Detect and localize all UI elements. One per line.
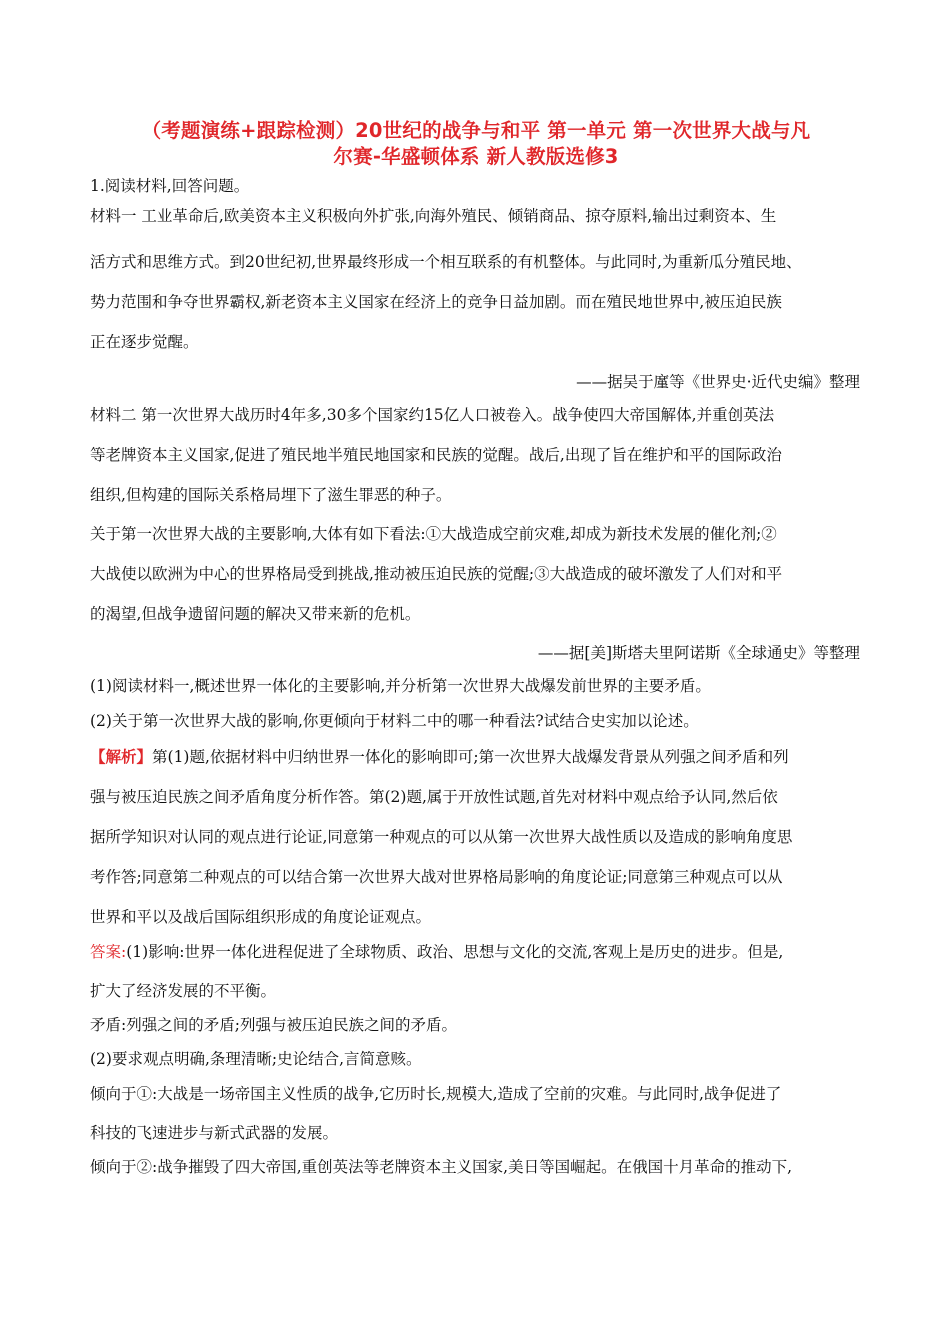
sub-question-2: (2)关于第一次世界大战的影响,你更倾向于材料二中的哪一种看法?试结合史实加以论述。 bbox=[90, 712, 699, 730]
analysis-line: 世界和平以及战后国际组织形成的角度论证观点。 bbox=[90, 908, 432, 926]
analysis-line: 考作答;同意第二种观点的可以结合第一次世界大战对世界格局影响的角度论证;同意第三种观点可以从 bbox=[90, 868, 783, 886]
analysis-label: 【解析】 bbox=[90, 747, 153, 766]
analysis-line: 强与被压迫民族之间矛盾角度分析作答。第(2)题,属于开放性试题,首先对材料中观点给予认同,然后依 bbox=[90, 788, 778, 806]
question-intro: 1.阅读材料,回答问题。 bbox=[90, 177, 250, 195]
document-page bbox=[90, 118, 862, 1178]
answer-line: (2)要求观点明确,条理清晰;史论结合,言简意赅。 bbox=[90, 1050, 422, 1068]
analysis-text: 第(1)题,依据材料中归纳世界一体化的影响即可;第一次世界大战爆发背景从列强之间矛盾和列 bbox=[152, 748, 789, 766]
material-one bbox=[90, 206, 862, 393]
analysis-line: 据所学知识对认同的观点进行论证,同意第一种观点的可以从第一次世界大战性质以及造成的影响角度思 bbox=[90, 828, 793, 846]
material-two-line: 组织,但构建的国际关系格局埋下了滋生罪恶的种子。 bbox=[90, 486, 452, 504]
answer-line: 倾向于②:战争摧毁了四大帝国,重创英法等老牌资本主义国家,美日等国崛起。在俄国十月革命的推动下, bbox=[90, 1158, 793, 1176]
analysis-line bbox=[90, 746, 862, 768]
material-one-line: 材料一 工业革命后,欧美资本主义积极向外扩张,向海外殖民、倾销商品、掠夺原料,输出过剩资本、生 bbox=[90, 207, 777, 225]
material-two bbox=[90, 405, 862, 664]
material-two-line: 等老牌资本主义国家,促进了殖民地半殖民地国家和民族的觉醒。战后,出现了旨在维护和平的国际政治 bbox=[90, 446, 782, 464]
material-two-line: 的渴望,但战争遗留问题的解决又带来新的危机。 bbox=[90, 605, 421, 623]
answer-line: 科技的飞速进步与新式武器的发展。 bbox=[90, 1124, 339, 1142]
answer-line: 倾向于①:大战是一场帝国主义性质的战争,它历时长,规模大,造成了空前的灾难。与此同时,战争促进了 bbox=[90, 1085, 782, 1103]
answer-line: 矛盾:列强之间的矛盾;列强与被压迫民族之间的矛盾。 bbox=[90, 1016, 457, 1034]
answer-line: 扩大了经济发展的不平衡。 bbox=[90, 982, 277, 1000]
answer-line bbox=[90, 942, 862, 963]
title-line-1: （考题演练+跟踪检测）20世纪的战争与和平 第一单元 第一次世界大战与凡 bbox=[141, 119, 811, 142]
answer-label: 答案: bbox=[90, 943, 127, 961]
material-one-source: ——据吴于廑等《世界史·近代史编》整理 bbox=[576, 373, 860, 391]
material-one-line: 势力范围和争夺世界霸权,新老资本主义国家在经济上的竞争日益加剧。而在殖民地世界中,被压迫民族 bbox=[90, 293, 782, 311]
question-block bbox=[90, 174, 862, 732]
material-two-line: 材料二 第一次世界大战历时4年多,30多个国家约15亿人口被卷入。战争使四大帝国解体,并重创英法 bbox=[90, 406, 775, 424]
material-two-line: 关于第一次世界大战的主要影响,大体有如下看法:①大战造成空前灾难,却成为新技术发展的催化剂;② bbox=[90, 525, 777, 543]
analysis-block bbox=[90, 746, 862, 928]
answer-block bbox=[90, 942, 862, 1178]
material-two-line: 大战使以欧洲为中心的世界格局受到挑战,推动被压迫民族的觉醒;③大战造成的破坏激发了人们对和平 bbox=[90, 565, 783, 583]
sub-question-1: (1)阅读材料一,概述世界一体化的主要影响,并分析第一次世界大战爆发前世界的主要矛盾。 bbox=[90, 677, 711, 695]
material-two-source: ——据[美]斯塔夫里阿诺斯《全球通史》等整理 bbox=[537, 644, 860, 662]
material-one-line: 正在逐步觉醒。 bbox=[90, 333, 199, 351]
page-title bbox=[90, 118, 862, 170]
title-line-2: 尔赛-华盛顿体系 新人教版选修3 bbox=[333, 145, 619, 168]
answer-text: (1)影响:世界一体化进程促进了全球物质、政治、思想与文化的交流,客观上是历史的进步。但是, bbox=[126, 943, 784, 961]
material-one-line: 活方式和思维方式。到20世纪初,世界最终形成一个相互联系的有机整体。与此同时,为重新瓜分殖民地、 bbox=[90, 253, 802, 271]
